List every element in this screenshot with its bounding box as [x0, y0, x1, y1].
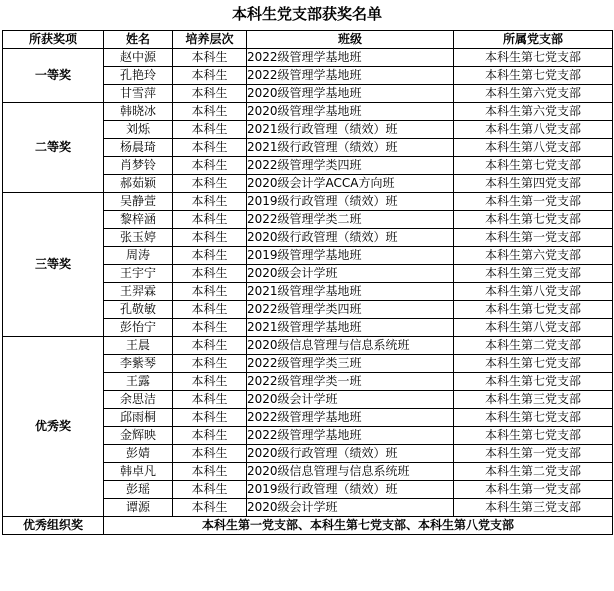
cell-name: 李紫琴: [104, 355, 173, 373]
cell-name: 甘雪萍: [104, 85, 173, 103]
cell-level: 本科生: [173, 481, 247, 499]
cell-class: 2020级会计学班: [247, 499, 454, 517]
organization-award-row: [3, 517, 613, 535]
cell-level: 本科生: [173, 49, 247, 67]
cell-branch: 本科生第八党支部: [454, 121, 613, 139]
cell-name: 谭源: [104, 499, 173, 517]
cell-class: 2019级管理学基地班: [247, 247, 454, 265]
page-title: 本科生党支部获奖名单: [231, 5, 382, 23]
cell-level: 本科生: [173, 337, 247, 355]
cell-class: 2022级管理学类一班: [247, 373, 454, 391]
cell-level: 本科生: [173, 301, 247, 319]
cell-branch: 本科生第六党支部: [454, 247, 613, 265]
cell-branch: 本科生第七党支部: [454, 355, 613, 373]
cell-name: 邱雨桐: [104, 409, 173, 427]
cell-level: 本科生: [173, 283, 247, 301]
cell-award: 二等奖: [3, 103, 104, 193]
cell-branch: 本科生第七党支部: [454, 67, 613, 85]
cell-class: 2020级会计学班: [247, 391, 454, 409]
cell-name: 周涛: [104, 247, 173, 265]
cell-class: 2021级管理学基地班: [247, 283, 454, 301]
cell-name: 彭瑶: [104, 481, 173, 499]
cell-branch: 本科生第七党支部: [454, 301, 613, 319]
cell-class: 2020级信息管理与信息系统班: [247, 337, 454, 355]
cell-level: 本科生: [173, 247, 247, 265]
cell-award: 优秀奖: [3, 337, 104, 517]
cell-level: 本科生: [173, 85, 247, 103]
cell-name: 韩卓凡: [104, 463, 173, 481]
cell-branch: 本科生第一党支部: [454, 193, 613, 211]
cell-name: 韩晓冰: [104, 103, 173, 121]
cell-name: 杨晨琦: [104, 139, 173, 157]
header-row: [3, 31, 613, 49]
cell-branch: 本科生第三党支部: [454, 265, 613, 283]
cell-class: 2022级管理学基地班: [247, 409, 454, 427]
cell-branch: 本科生第八党支部: [454, 283, 613, 301]
cell-name: 赵中源: [104, 49, 173, 67]
cell-name: 肖梦铃: [104, 157, 173, 175]
cell-class: 2020级会计学班: [247, 265, 454, 283]
cell-branch: 本科生第八党支部: [454, 319, 613, 337]
cell-class: 2020级管理学基地班: [247, 103, 454, 121]
cell-level: 本科生: [173, 499, 247, 517]
table-row: [3, 103, 613, 121]
cell-branch: 本科生第六党支部: [454, 103, 613, 121]
cell-class: 2020级会计学ACCA方向班: [247, 175, 454, 193]
cell-class: 2022级管理学类四班: [247, 301, 454, 319]
cell-level: 本科生: [173, 409, 247, 427]
table-body: [3, 49, 613, 535]
table-row: [3, 337, 613, 355]
header-name: 姓名: [104, 31, 173, 49]
cell-branch: 本科生第七党支部: [454, 427, 613, 445]
cell-class: 2020级行政管理（绩效）班: [247, 445, 454, 463]
cell-branch: 本科生第三党支部: [454, 499, 613, 517]
cell-level: 本科生: [173, 445, 247, 463]
cell-name: 张玉婷: [104, 229, 173, 247]
cell-level: 本科生: [173, 427, 247, 445]
cell-branch: 本科生第二党支部: [454, 337, 613, 355]
cell-branch: 本科生第六党支部: [454, 85, 613, 103]
cell-class: 2022级管理学基地班: [247, 427, 454, 445]
cell-class: 2022级管理学类二班: [247, 211, 454, 229]
cell-branch: 本科生第七党支部: [454, 157, 613, 175]
cell-level: 本科生: [173, 193, 247, 211]
cell-award: 一等奖: [3, 49, 104, 103]
cell-name: 王露: [104, 373, 173, 391]
cell-level: 本科生: [173, 463, 247, 481]
cell-level: 本科生: [173, 175, 247, 193]
cell-class: 2022级管理学基地班: [247, 67, 454, 85]
cell-name: 王晨: [104, 337, 173, 355]
cell-branch: 本科生第七党支部: [454, 373, 613, 391]
cell-level: 本科生: [173, 229, 247, 247]
cell-name: 吴静萱: [104, 193, 173, 211]
cell-branch: 本科生第七党支部: [454, 49, 613, 67]
cell-class: 2020级信息管理与信息系统班: [247, 463, 454, 481]
cell-name: 孔敬敏: [104, 301, 173, 319]
cell-class: 2022级管理学基地班: [247, 49, 454, 67]
cell-branch: 本科生第一党支部: [454, 481, 613, 499]
table-row: [3, 193, 613, 211]
header-class: 班级: [247, 31, 454, 49]
cell-level: 本科生: [173, 103, 247, 121]
cell-branch: 本科生第八党支部: [454, 139, 613, 157]
cell-branch: 本科生第二党支部: [454, 463, 613, 481]
table-row: [3, 49, 613, 67]
cell-level: 本科生: [173, 67, 247, 85]
cell-class: 2020级管理学基地班: [247, 85, 454, 103]
award-table: [2, 30, 613, 535]
cell-branch: 本科生第七党支部: [454, 211, 613, 229]
cell-level: 本科生: [173, 391, 247, 409]
cell-name: 彭怡宁: [104, 319, 173, 337]
cell-class: 2019级行政管理（绩效）班: [247, 481, 454, 499]
cell-level: 本科生: [173, 373, 247, 391]
cell-class: 2021级行政管理（绩效）班: [247, 139, 454, 157]
cell-class: 2020级行政管理（绩效）班: [247, 229, 454, 247]
cell-level: 本科生: [173, 265, 247, 283]
cell-branch: 本科生第一党支部: [454, 229, 613, 247]
header-branch: 所属党支部: [454, 31, 613, 49]
cell-branch: 本科生第七党支部: [454, 409, 613, 427]
cell-name: 郝茹颖: [104, 175, 173, 193]
cell-name: 金辉映: [104, 427, 173, 445]
cell-class: 2022级管理学类四班: [247, 157, 454, 175]
cell-name: 余思洁: [104, 391, 173, 409]
cell-level: 本科生: [173, 157, 247, 175]
organization-award-value: 本科生第一党支部、本科生第七党支部、本科生第八党支部: [104, 517, 613, 535]
organization-award-label: 优秀组织奖: [3, 517, 104, 535]
header-level: 培养层次: [173, 31, 247, 49]
cell-level: 本科生: [173, 319, 247, 337]
cell-name: 黎梓涵: [104, 211, 173, 229]
cell-award: 三等奖: [3, 193, 104, 337]
cell-level: 本科生: [173, 139, 247, 157]
cell-name: 刘烁: [104, 121, 173, 139]
cell-class: 2022级管理学类三班: [247, 355, 454, 373]
cell-branch: 本科生第三党支部: [454, 391, 613, 409]
cell-name: 彭婧: [104, 445, 173, 463]
cell-class: 2021级管理学基地班: [247, 319, 454, 337]
header-award: 所获奖项: [3, 31, 104, 49]
cell-level: 本科生: [173, 355, 247, 373]
cell-level: 本科生: [173, 121, 247, 139]
cell-class: 2019级行政管理（绩效）班: [247, 193, 454, 211]
cell-name: 王宇宁: [104, 265, 173, 283]
cell-name: 王羿霖: [104, 283, 173, 301]
cell-name: 孔艳玲: [104, 67, 173, 85]
cell-branch: 本科生第一党支部: [454, 445, 613, 463]
cell-branch: 本科生第四党支部: [454, 175, 613, 193]
cell-class: 2021级行政管理（绩效）班: [247, 121, 454, 139]
cell-level: 本科生: [173, 211, 247, 229]
